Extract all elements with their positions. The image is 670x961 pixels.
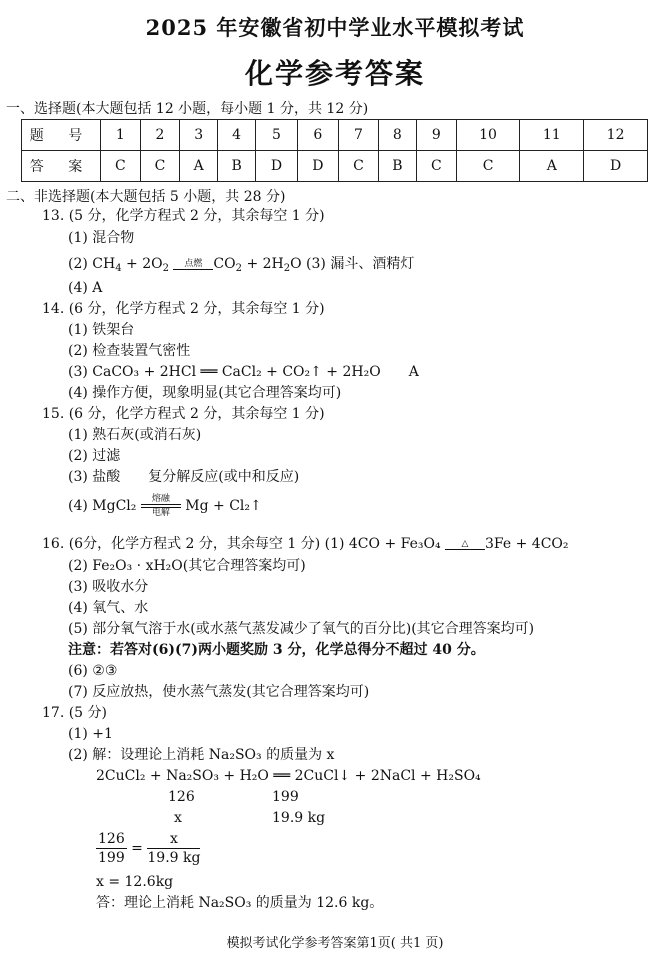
q13-answer-4: (4) A (68, 280, 103, 296)
q16-answer-7: (7) 反应放热，使水蒸气蒸发(其它合理答案均可) (68, 684, 370, 700)
condition-top: 熔融 (141, 494, 181, 505)
q17-var-1: x (174, 810, 182, 826)
page-footer: 模拟考试化学参考答案第1页( 共1 页) (226, 936, 444, 951)
q15-a4-pre: (4) MgCl₂ (68, 498, 137, 514)
row-label-answer: 答 案 (22, 151, 101, 182)
answer-cell: D (584, 151, 648, 182)
question-number: 6 (297, 120, 338, 151)
q16-answer-5: (5) 部分氧气溶于水(或水蒸气蒸发减少了氧气的百分比)(其它合理答案均可) (68, 621, 535, 637)
question-number: 4 (218, 120, 256, 151)
question-number: 9 (417, 120, 457, 151)
q14-answer-3: (3) CaCO₃ + 2HCl ══ CaCl₂ + CO₂↑ + 2H₂O A (68, 364, 419, 380)
answer-cell: A (180, 151, 218, 182)
q16-head-post: 3Fe + 4CO₂ (485, 536, 569, 552)
q13-a2-mid: + 2O (121, 256, 163, 272)
exam-title: 2025 年安徽省初中学业水平模拟考试 (145, 15, 525, 40)
q16-answer-4: (4) 氧气、水 (68, 600, 149, 616)
q13-answer-2: (2) $CH_4 + 2O_2$ 点燃 $CO_2 + 2H_2O$ (3) 漏斗、酒精灯 (68, 256, 415, 274)
q17-heading: 17. (5 分) (42, 705, 107, 721)
q15-heading: 15. (6 分，化学方程式 2 分，其余每空 1 分) (42, 406, 325, 422)
fraction-right (147, 830, 200, 867)
fraction-numerator: x (147, 830, 200, 849)
answer-cell: C (101, 151, 141, 182)
table-row-numbers (22, 120, 648, 151)
answer-cell: C (417, 151, 457, 182)
question-number: 5 (256, 120, 297, 151)
q13-answer-1: (1) 混合物 (68, 230, 135, 246)
condition-bottom: 电解 (141, 507, 181, 518)
fraction-numerator: 126 (98, 831, 125, 847)
fraction-left (96, 830, 127, 867)
q17-result: x = 12.6kg (96, 874, 174, 890)
table-row-answers (22, 151, 648, 182)
q17-conclusion: 答：理论上消耗 Na₂SO₃ 的质量为 12.6 kg。 (96, 895, 384, 911)
q16-answer-2: (2) Fe₂O₃ · xH₂O(其它合理答案均可) (68, 558, 306, 574)
answer-table (21, 119, 648, 182)
reaction-condition (173, 259, 213, 270)
question-number: 12 (584, 120, 648, 151)
q13-a2-post3: O (3) 漏斗、酒精灯 (290, 256, 415, 272)
answer-cell: C (339, 151, 379, 182)
q14-heading: 14. (6 分，化学方程式 2 分，其余每空 1 分) (42, 301, 325, 317)
answer-cell: B (378, 151, 416, 182)
condition-label: 点燃 (173, 259, 213, 270)
q17-equation: 2CuCl₂ + Na₂SO₃ + H₂O ══ 2CuCl↓ + 2NaCl + H₂SO₄ (96, 768, 481, 784)
question-number: 8 (378, 120, 416, 151)
question-number: 11 (520, 120, 584, 151)
q16-answer-6: (6) ②③ (68, 663, 118, 679)
q16-head-pre: 16. (6分，化学方程式 2 分，其余每空 1 分) (1) 4CO + Fe₃O₄ (42, 536, 441, 552)
q15-answer-4 (68, 494, 262, 518)
q17-answer-2: (2) 解：设理论上消耗 Na₂SO₃ 的质量为 x (68, 747, 335, 763)
condition-label: △ (445, 539, 485, 550)
q13-heading: 13. (5 分，化学方程式 2 分，其余每空 1 分) (42, 208, 325, 224)
q14-answer-4: (4) 操作方便，现象明显(其它合理答案均可) (68, 385, 342, 401)
q15-answer-1: (1) 熟石灰(或消石灰) (68, 427, 202, 443)
reaction-condition (141, 494, 181, 518)
answer-cell: D (297, 151, 338, 182)
question-number: 2 (140, 120, 180, 151)
q13-a2-post: CO (213, 256, 236, 272)
answer-cell: D (256, 151, 297, 182)
q17-answer-1: (1) +1 (68, 726, 113, 742)
answer-cell: A (520, 151, 584, 182)
q13-a2-post2: + 2H (242, 256, 284, 272)
question-number: 3 (180, 120, 218, 151)
q13-a2-pre: (2) CH (68, 256, 116, 272)
answer-cell: C (140, 151, 180, 182)
question-number: 1 (101, 120, 141, 151)
section2-heading: 二、非选择题(本大题包括 5 小题，共 28 分) (6, 189, 286, 205)
answer-cell: B (218, 151, 256, 182)
q14-answer-1: (1) 铁架台 (68, 322, 135, 338)
answer-cell: C (456, 151, 520, 182)
q17-proportion: $\frac{126}{199}$ = $\frac{x}{19.9 kg}$ (98, 831, 201, 866)
fraction-denominator: 199 (98, 850, 125, 866)
q14-answer-2: (2) 检查装置气密性 (68, 343, 191, 359)
q15-a4-post: Mg + Cl₂↑ (185, 498, 262, 514)
q15-answer-2: (2) 过滤 (68, 448, 121, 464)
question-number: 10 (456, 120, 520, 151)
q16-answer-3: (3) 吸收水分 (68, 579, 149, 595)
question-number: 7 (339, 120, 379, 151)
q17-mass-2: 199 (272, 789, 299, 805)
q17-mass-1: 126 (168, 789, 195, 805)
q16-note: 注意：若答对(6)(7)两小题奖励 3 分，化学总得分不超过 40 分。 (68, 642, 485, 658)
q17-var-2: 19.9 kg (272, 810, 326, 826)
subject-title: 化学参考答案 (244, 57, 425, 90)
reaction-condition (445, 539, 485, 550)
section1-heading: 一、选择题(本大题包括 12 小题，每小题 1 分，共 12 分) (6, 101, 369, 117)
row-label-number: 题 号 (22, 120, 101, 151)
q16-heading (42, 534, 569, 554)
fraction-denominator: 19.9 kg (147, 850, 201, 866)
q15-answer-3: (3) 盐酸 复分解反应(或中和反应) (68, 469, 300, 485)
